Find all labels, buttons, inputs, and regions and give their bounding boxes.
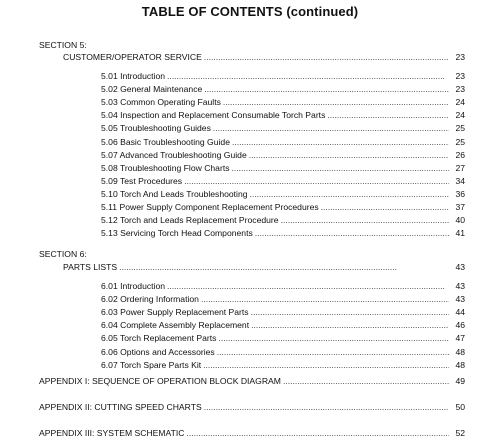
dot-leader [201, 294, 449, 305]
toc-entry-label: 6.02 Ordering Information [101, 294, 199, 305]
section-6-heading: SECTION 6: [39, 249, 87, 259]
dot-leader [119, 262, 449, 273]
toc-entry-label: 6.06 Options and Accessories [101, 346, 215, 357]
toc-entry-label: 5.08 Troubleshooting Flow Charts [101, 162, 230, 173]
toc-entry-label: 5.11 Power Supply Component Replacement Procedures [101, 202, 319, 212]
toc-entry-5-09[interactable] [101, 176, 465, 187]
toc-entry-label: 5.09 Test Procedures [101, 175, 183, 186]
toc-entry-parts-lists[interactable] [63, 262, 465, 273]
dot-leader [203, 360, 449, 371]
toc-entry-5-10[interactable] [101, 189, 465, 200]
dot-leader [281, 215, 449, 226]
toc-entry-page: 40 [455, 215, 465, 226]
dot-leader [255, 228, 449, 239]
dot-leader [250, 189, 449, 200]
dot-leader [218, 333, 449, 344]
toc-entry-6-03[interactable] [101, 307, 465, 318]
toc-entry-page: 49 [455, 376, 465, 386]
toc-entry-page: 24 [455, 97, 465, 108]
dot-leader [204, 402, 449, 413]
toc-entry-5-03[interactable] [101, 97, 465, 108]
toc-entry-label: 6.04 Complete Assembly Replacement [101, 320, 250, 331]
toc-entry-label: APPENDIX I: SEQUENCE OF OPERATION BLOCK DIAGRAM [39, 376, 281, 386]
dot-leader [186, 428, 449, 439]
toc-entry-appendix-2[interactable] [39, 402, 465, 413]
toc-entry-5-01[interactable] [101, 71, 465, 82]
toc-entry-page: 43 [455, 294, 465, 305]
toc-entry-label: 5.12 Torch and Leads Replacement Procedure [101, 215, 279, 226]
toc-entry-label: 6.01 Introduction [101, 281, 166, 291]
dot-leader [223, 97, 449, 108]
toc-entry-page: 41 [455, 228, 465, 239]
toc-entry-5-13[interactable] [101, 228, 465, 239]
dot-leader [184, 176, 449, 187]
toc-entry-label: 5.10 Torch And Leads Troubleshooting [101, 188, 248, 199]
toc-entry-page: 23 [455, 84, 465, 95]
dot-leader [251, 320, 449, 331]
toc-entry-5-05[interactable] [101, 123, 465, 134]
toc-entry-label: 6.07 Torch Spare Parts Kit [101, 359, 202, 370]
toc-entry-page: 23 [455, 71, 465, 81]
dot-leader [204, 52, 449, 63]
toc-entry-label: 5.07 Advanced Troubleshooting Guide [101, 149, 247, 160]
dot-leader [167, 281, 449, 292]
toc-entry-label: CUSTOMER/OPERATOR SERVICE [63, 52, 202, 62]
toc-entry-label: APPENDIX II: CUTTING SPEED CHARTS [39, 402, 202, 412]
page-title: TABLE OF CONTENTS (continued) [141, 4, 359, 19]
toc-entry-6-05[interactable] [101, 333, 465, 344]
toc-entry-label: APPENDIX III: SYSTEM SCHEMATIC [39, 428, 185, 438]
toc-entry-label: PARTS LISTS [63, 262, 118, 272]
toc-entry-5-11[interactable] [101, 202, 465, 213]
dot-leader [251, 307, 449, 318]
toc-entry-6-07[interactable] [101, 360, 465, 371]
toc-entry-appendix-3[interactable] [39, 428, 465, 439]
dot-leader [213, 123, 449, 134]
toc-entry-page: 46 [455, 320, 465, 331]
dot-leader [327, 110, 449, 121]
toc-entry-5-06[interactable] [101, 137, 465, 148]
dot-leader [283, 376, 449, 387]
dot-leader [232, 163, 450, 174]
dot-leader [217, 347, 449, 358]
dot-leader [232, 137, 449, 148]
toc-entry-page: 48 [455, 359, 465, 370]
dot-leader [321, 202, 449, 213]
toc-entry-page: 25 [455, 136, 465, 147]
toc-entry-label: 5.06 Basic Troubleshooting Guide [101, 136, 230, 147]
toc-entry-page: 43 [455, 281, 465, 291]
toc-entry-page: 27 [455, 162, 465, 173]
dot-leader [167, 71, 449, 82]
toc-entry-page: 37 [455, 202, 465, 212]
dot-leader [249, 150, 449, 161]
toc-entry-label: 5.01 Introduction [101, 71, 166, 81]
toc-entry-label: 5.05 Troubleshooting Guides [101, 123, 211, 134]
toc-entry-page: 52 [455, 428, 465, 438]
toc-entry-page: 23 [455, 52, 465, 62]
toc-entry-page: 44 [455, 307, 465, 318]
toc-entry-5-08[interactable] [101, 163, 465, 174]
toc-entry-label: 6.03 Power Supply Replacement Parts [101, 307, 249, 318]
toc-entry-label: 5.13 Servicing Torch Head Components [101, 228, 253, 239]
toc-entry-6-01[interactable] [101, 281, 465, 292]
section-5-heading: SECTION 5: [39, 40, 87, 50]
toc-entry-page: 34 [455, 175, 465, 186]
toc-entry-label: 6.05 Torch Replacement Parts [101, 333, 217, 344]
toc-entry-label: 5.02 General Maintenance [101, 84, 203, 95]
toc-entry-label: 5.03 Common Operating Faults [101, 97, 221, 108]
toc-entry-5-12[interactable] [101, 215, 465, 226]
dot-leader [204, 84, 449, 95]
toc-entry-label: 5.04 Inspection and Replacement Consumable Torch Parts [101, 110, 326, 121]
toc-entry-page: 47 [455, 333, 465, 344]
toc-entry-page: 24 [455, 110, 465, 121]
toc-entry-page: 43 [455, 262, 465, 272]
toc-entry-customer-operator-service[interactable] [63, 52, 465, 63]
toc-entry-page: 26 [455, 149, 465, 160]
toc-entry-5-02[interactable] [101, 84, 465, 95]
toc-entry-page: 50 [455, 402, 465, 412]
toc-entry-5-07[interactable] [101, 150, 465, 161]
toc-entry-page: 36 [455, 188, 465, 199]
toc-entry-6-06[interactable] [101, 347, 465, 358]
toc-entry-page: 48 [455, 346, 465, 357]
toc-entry-6-04[interactable] [101, 320, 465, 331]
toc-entry-appendix-1[interactable] [39, 376, 465, 387]
toc-entry-6-02[interactable] [101, 294, 465, 305]
toc-entry-page: 25 [455, 123, 465, 134]
toc-entry-5-04[interactable] [101, 110, 465, 121]
